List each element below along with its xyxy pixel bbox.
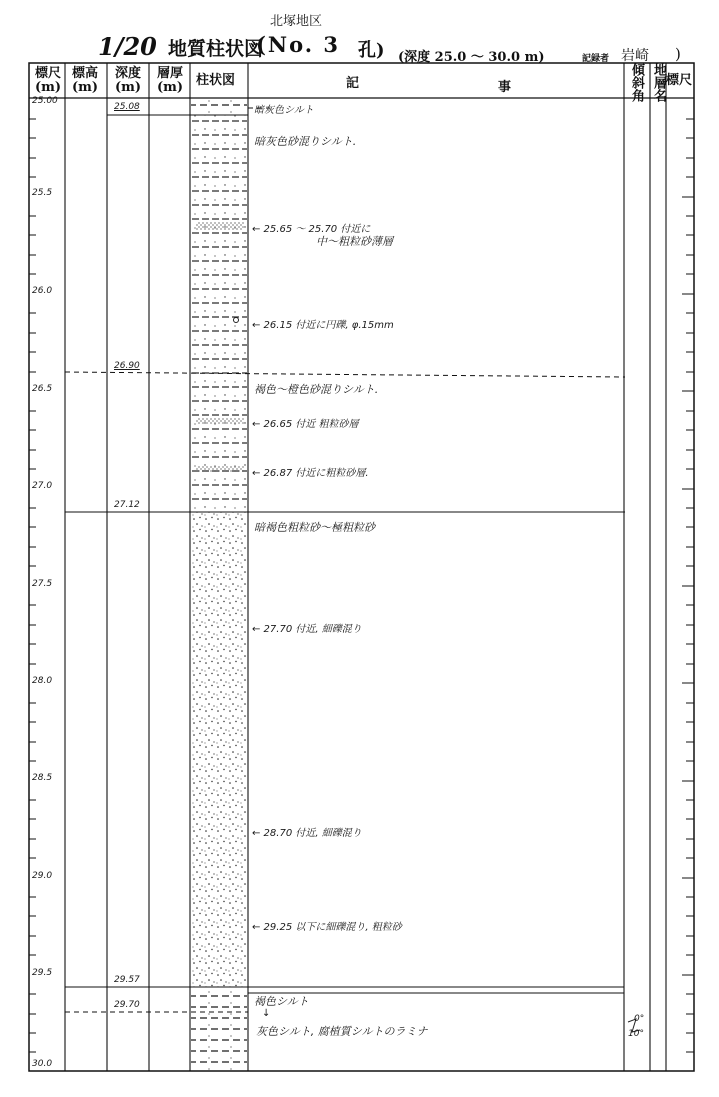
page-title: 地質柱状図 (168, 38, 264, 60)
note: ↓ (262, 1008, 271, 1019)
depth-mark: 29.70 (114, 1000, 140, 1010)
scale-mark-25-00: 25.00 (32, 96, 58, 106)
boring-number: (No. 3 (256, 32, 341, 57)
note: ← 26.65 付近 粗粒砂層 (252, 419, 359, 430)
layer-description: 暗褐色粗粒砂～極粗粒砂 (254, 521, 375, 534)
layer-description: 灰色シルト, 腐植質シルトのラミナ (256, 1025, 428, 1038)
depth-mark: 29.57 (114, 975, 140, 985)
dip-value: 10° (628, 1029, 644, 1039)
scale-mark-26-5: 26.5 (32, 384, 53, 394)
header-scale: 標尺 (m) (34, 66, 62, 95)
scale-mark-29-5: 29.5 (32, 968, 53, 978)
scale-mark-28-0: 28.0 (32, 676, 53, 686)
header-scale-right: 標尺 (666, 73, 693, 88)
recorder-close: ) (675, 45, 681, 63)
layer-description: 褐色～橙色砂混りシルト. (254, 383, 379, 396)
dip-value: 0° (634, 1014, 645, 1024)
site-annotation: 北塚地区 (270, 14, 323, 29)
header-thickness: 層厚 (m) (156, 66, 184, 95)
depth-mark: 27.12 (114, 500, 140, 510)
depth-mark: 26.90 (114, 361, 140, 371)
scale-mark-27-5: 27.5 (32, 579, 53, 589)
note: ← 29.25 以下に細礫混り, 粗粒砂 (252, 922, 402, 933)
scale-mark-30-0: 30.0 (32, 1059, 53, 1069)
recorder-label: 記録者 (582, 54, 610, 64)
scale-mark-26-0: 26.0 (32, 286, 53, 296)
scale-mark-29-0: 29.0 (32, 871, 53, 881)
note: 中～粗粒砂薄層 (316, 235, 393, 248)
hole-suffix: 孔) (358, 40, 385, 61)
scale-mark-25-5: 25.5 (32, 188, 53, 198)
note: ← 25.65 ～ 25.70 付近に (252, 224, 371, 235)
scale-mark-27-0: 27.0 (32, 481, 53, 491)
depth-mark: 25.08 (114, 102, 140, 112)
header-log: 柱状図 (196, 73, 236, 88)
note: ← 26.15 付近に円礫, φ.15mm (252, 320, 394, 331)
note: ← 27.70 付近, 細礫混り (252, 624, 362, 635)
recorder-name: 岩崎 (621, 48, 649, 64)
header-dip: 傾斜角 (629, 63, 644, 102)
header-description: 記 (346, 76, 360, 91)
note: ← 26.87 付近に粗粒砂層. (252, 468, 369, 479)
scale-ratio: 1/20 (98, 32, 157, 61)
header-formation: 地層名 (651, 63, 666, 102)
layer-description: 暗灰色砂混りシルト. (254, 135, 357, 148)
header-depth: 深度 (m) (114, 66, 142, 95)
scale-mark-28-5: 28.5 (32, 773, 53, 783)
layer-description: 褐色シルト (254, 995, 309, 1008)
header-description-2: 事 (498, 80, 512, 95)
note: ← 28.70 付近, 細礫混り (252, 828, 362, 839)
depth-range: (深度 25.0 ～ 30.0 m) (398, 50, 545, 65)
layer-description: 暗灰色シルト (254, 105, 314, 116)
header-elevation: 標高 (m) (71, 66, 99, 95)
